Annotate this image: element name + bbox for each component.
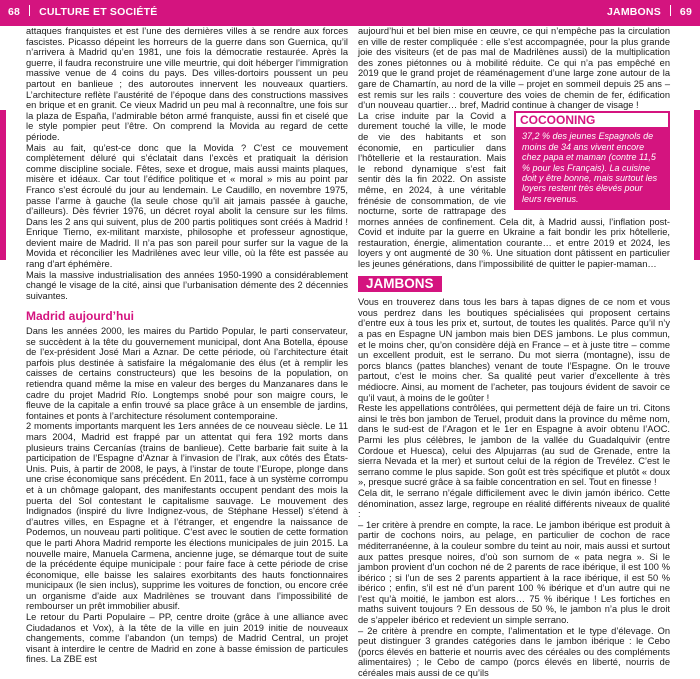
right-jambons-paragraph-2: Reste les appellations contrôlées, qui permettent déjà de faire un tri. Citons ainsi le très bon jambon de Teruel, produit dans la province du même nom, dans le sud-est de l’Aragon et le 1er en Espagne à avoir obtenu l’AOC. Parmi les plus célèbres, le jambon de la vallée du Guadalquivir (entre Cordoue et Huesca), celui des Alpujarras (au sud de Grenade, entre la sierra Nevada et la mer) et surtout celui de la région de Trevélez. C’est le serrano comme le plus sapide. Son goût est très spécifique et plutôt « doux », presque sucré grâce à sa faible concentration en sel. Tout en finesse ! (358, 403, 670, 488)
left-today-paragraph-2: 2 moments importants marquent les 1ers années de ce nouveau siècle. Le 11 mars 2004, Madrid est frappé par un attentat qui fera 192 morts dans plusieurs trains Cercanías (trains de banlieue). Cette barbarie fait suite à la participation de l’Espagne d’Aznar à l’invasion de l’Irak, aux côtés des États-Unis. Puis, à partir de 2008, le pays, à l’instar de toute l’Europe, plonge dans une crise économique sans précédent. En 2011, face à un système corrompu et à un chômage galopant, des manifestants occupent pendant des mois la puerta del Sol contestant le capitalisme sauvage. Le mouvement des Indignados (inspiré du livre Indignez-vous, de Stéphane Hessel) s’étend à d’autres villes, en Espagne et à l’étranger, et engendre la naissance de Podemos, un nouveau parti politique. C’est avec le soutien de cette formation que le parti Ahora Madrid remporte les élections municipales de juin 2015. La nouvelle maire, Manuela Carmena, ancienne juge, se démarque tout de suite de la précédente équipe municipale : pour faire face à cette période de crise économique, elle baisse les salaires exorbitants des hauts fonctionnaires municipaux (le sien inclus), supprime les voitures de fonction, ou encore crée un organisme d’aide aux Madrilènes se trouvant dans l’impossibilité de rembourser un prêt immobilier abusif. (26, 421, 348, 612)
left-edge-tab (0, 110, 6, 260)
left-intro-paragraph: attaques franquistes et est l’une des dernières villes à se rendre aux forces fascistes. Picasso dépeint les horreurs de la guerre dans son Guernica, qu’il n’arrivera à Madrid qu’en 1981, une fois la démocratie restaurée. Après la guerre, il faudra reconstruire une ville meurtrie, qui doit héberger l’immigration massive venue de 4 coins du pays. Des villes-dortoirs poussent un peu partout en banlieue ; des autoroutes innervent les nouveaux quartiers. L’architecture reflète l’austérité de l’époque dans des constructions massives en brique et en granit. Ce vieux Madrid un peu mal à reconnaître, une fois sur la plaza de España, l’admirable béton armé franquiste, aussi fin et ciselé que le style pompier peut l’être. On comprend la Movida au regard de cette période. (26, 26, 348, 142)
left-today-paragraph-3: Le retour du Parti Populaire – PP, centre droite (grâce à une alliance avec Ciudadanos et Vox), à la tête de la ville en juin 2019 initie de nouveaux changements, comme l’abandon (un temps) de Madrid Central, un projet visant à interdire le centre de Madrid en zone à basse émission de particules fines. La ZBE est (26, 612, 348, 665)
right-jambons-paragraph-5: – 2e critère à prendre en compte, l’alimentation et le type d’élevage. On peut distinguer 3 grandes catégories dans le jambon ibérique : le Cebo (porcs élevés en batterie et nourris avec des céréales ou des compléments alimentaires) ; le Cebo de campo (porcs élevés en liberté, nourris de céréales mais aussi de ce qu’ils (358, 625, 670, 679)
header-divider (670, 5, 671, 16)
left-page-number: 68 (8, 6, 21, 18)
right-jambons-paragraph-3: Cela dit, le serrano n’égale difficilement avec le divin jamón ibérico. Cette dénomination, assez large, regroupe en réalité différents niveaux de qualité : (358, 487, 670, 520)
right-intro-paragraph: aujourd’hui et bel bien mise en œuvre, ce qui n’empêche pas la circulation en ville de rester compliquée : elle s’est accompagnée, pour la plus grande joie des visiteurs (et de pas mal de Madrilènes aussi) de la multiplication des zones piétonnes ou à mobilité réduite. Ce qui n’a pas empêché en 2019 que le grand projet de réaménagement d’une large zone autour de la gare de Chamartín, au nord de la ville – projet en sommeil depuis 25 ans – est remis sur les rails : couverture des voies de chemin de fer, édification d’un nouveau quartier… bref, Madrid continue à changer de visage ! (358, 26, 670, 111)
right-edge-tab (694, 110, 700, 260)
right-jambons-paragraph-1: Vous en trouverez dans tous les bars à tapas dignes de ce nom et vous vous perdrez dans les boutiques spécialisées qui proposent certains d’entre eux à tous les prix et, surtout, de toutes les qualités. Parce qu’il n’y a pas en Espagne UN jambon mais bien DES jambons. Le plus commun, et le moins cher, qu’on considère déjà en France – et à juste titre – comme un excellent produit, est le serrano. Du mot sierra (montagne), issu de porcs blancs (pattes blanches) venant de toute l’Espagne. On le trouve partout, c’est le moins cher. Sa qualité peut varier d’excellente à très médiocre. Ainsi, au moment de l’acheter, pas toujours évident de savoir ce qu’il vaut, à moins de le goûter ! (358, 297, 670, 403)
right-page-number: 69 (679, 6, 692, 18)
right-section-title: JAMBONS (607, 6, 661, 18)
madrid-today-subtitle: Madrid aujourd’hui (26, 309, 134, 324)
left-massive-paragraph: Mais la massive industrialisation des années 1950-1990 a considérablement changé le visage de la cité, ainsi que l’urbanisation démente des 2 décennies suivantes. (26, 269, 348, 301)
left-page-column (26, 26, 348, 665)
header-divider (29, 5, 30, 16)
cocooning-title: COCOONING (520, 112, 596, 127)
left-today-paragraph-1: Dans les années 2000, les maires du Partido Popular, le parti conservateur, se succèdent à la tête du gouvernement municipal, dont Ana Botella, épouse de l’ex-président José Mari a Aznar. De cette période, où l’architecture était parfois plus destinée à satisfaire la mégalomanie des élus (et à remplir les caisses de certains constructeurs) que les besoins de la population, on retiendra quand même la mise en valeur des berges du Manzanares dans le cadre du projet Madrid Río. Longtemps snobé pour son maigre cours, le fleuve de la capitale a enfin trouvé sa place grâce à un ensemble de jardins, fontaines et ponts à l’architecture résolument contemporaine. (26, 326, 348, 421)
header-left (8, 5, 157, 18)
left-section-title: CULTURE ET SOCIÉTÉ (39, 6, 158, 18)
right-covid-paragraph: La crise induite par la Covid a durement touché la ville, le mode de vie des habitants et son économie, en particulier dans l’hôtellerie et la restauration. Mais le rebond dynamique s’est fait sentir dès la fin 2022. On assiste même, en 2024, à une véritable frénésie de consommation, de vie nocturne, sorte de rattrapage des mornes années de confinement. Cela dit, à Madrid aussi, l’inflation post-Covid et induite par la guerre en Ukraine a fait bondir les prix hôtellerie, restauration, énergie, alimentation courante… et entre 2019 et 2024, les loyers y ont augmenté de 30 %. Une situation dont pâtissent en particulier les jeunes générations, dans l’impossibilité de quitter le papier-maman… (358, 110, 670, 270)
jambons-badge: JAMBONS (358, 276, 442, 293)
right-page-column (358, 26, 670, 679)
header-right (607, 5, 692, 18)
cocooning-box (514, 111, 670, 210)
cocooning-text: 37,2 % des jeunes Espagnols de moins de 34 ans vivent encore chez papa et maman (contre 11,5 % pour les Français). La cuisine doit y être bonne, mais surtout les loyers restent très élevés pour leurs revenus. (516, 127, 668, 208)
left-movida-paragraph: Mais au fait, qu’est-ce donc que la Movida ? C’est ce mouvement complètement déluré qui s’éclatait dans l’excès et pratiquait la dérision comme discipline sociale. Fêtes, sexe et drogue, mais aussi maints plaques, misère et idéaux. Car tout l’édifice politique et « moral » mis au point par Franco s’est écroulé du jour au lendemain. Le Caudillo, en novembre 1975, passe l’arme à gauche (la seule chose qu’il ait jamais passée à gauche, d’ailleurs). Dès février 1976, un décret royal abolit la censure sur les films. Dans les 2 ans qui suivent, plus de 200 partis politiques sont créés à Madrid ! Enrique Tierno, ex-militant marxiste, philosophe et professeur agnostique, devient maire de Madrid. Il n’a pas son pareil pour surfer sur la vague de la Movida et réconcilier les Madrilènes avec leur ville, où la fête est passée au rang d’art éphémère. (26, 142, 348, 270)
page-header (0, 0, 700, 26)
right-jambons-paragraph-4: – 1er critère à prendre en compte, la race. Le jambon ibérique est produit à partir de cochons noirs, au pelage, en particulier de cochon de race méditerranéenne, à la couleur sombre du teint au noir, mais aussi et surtout aux pattes presque noires, d’où son surnom de « pata negra ». Si le jambon provient d’un cochon né de 2 parents de race ibérique, il est 100 % ibérico ; si l’un de ses 2 parents appartient à la race ibérique, il est 50 % ibérico ; enfin, s’il est né d’un parent 100 % ibérique et d’un autre qui ne l’est qu’à moitié, le jambon est alors… 75 % ibérique ! Les fortiches en maths suivent toujours ? En dessous de 50 %, le jambon n’a plus le droit de s’appeler ibérico et redevient un simple serrano. (358, 519, 670, 626)
